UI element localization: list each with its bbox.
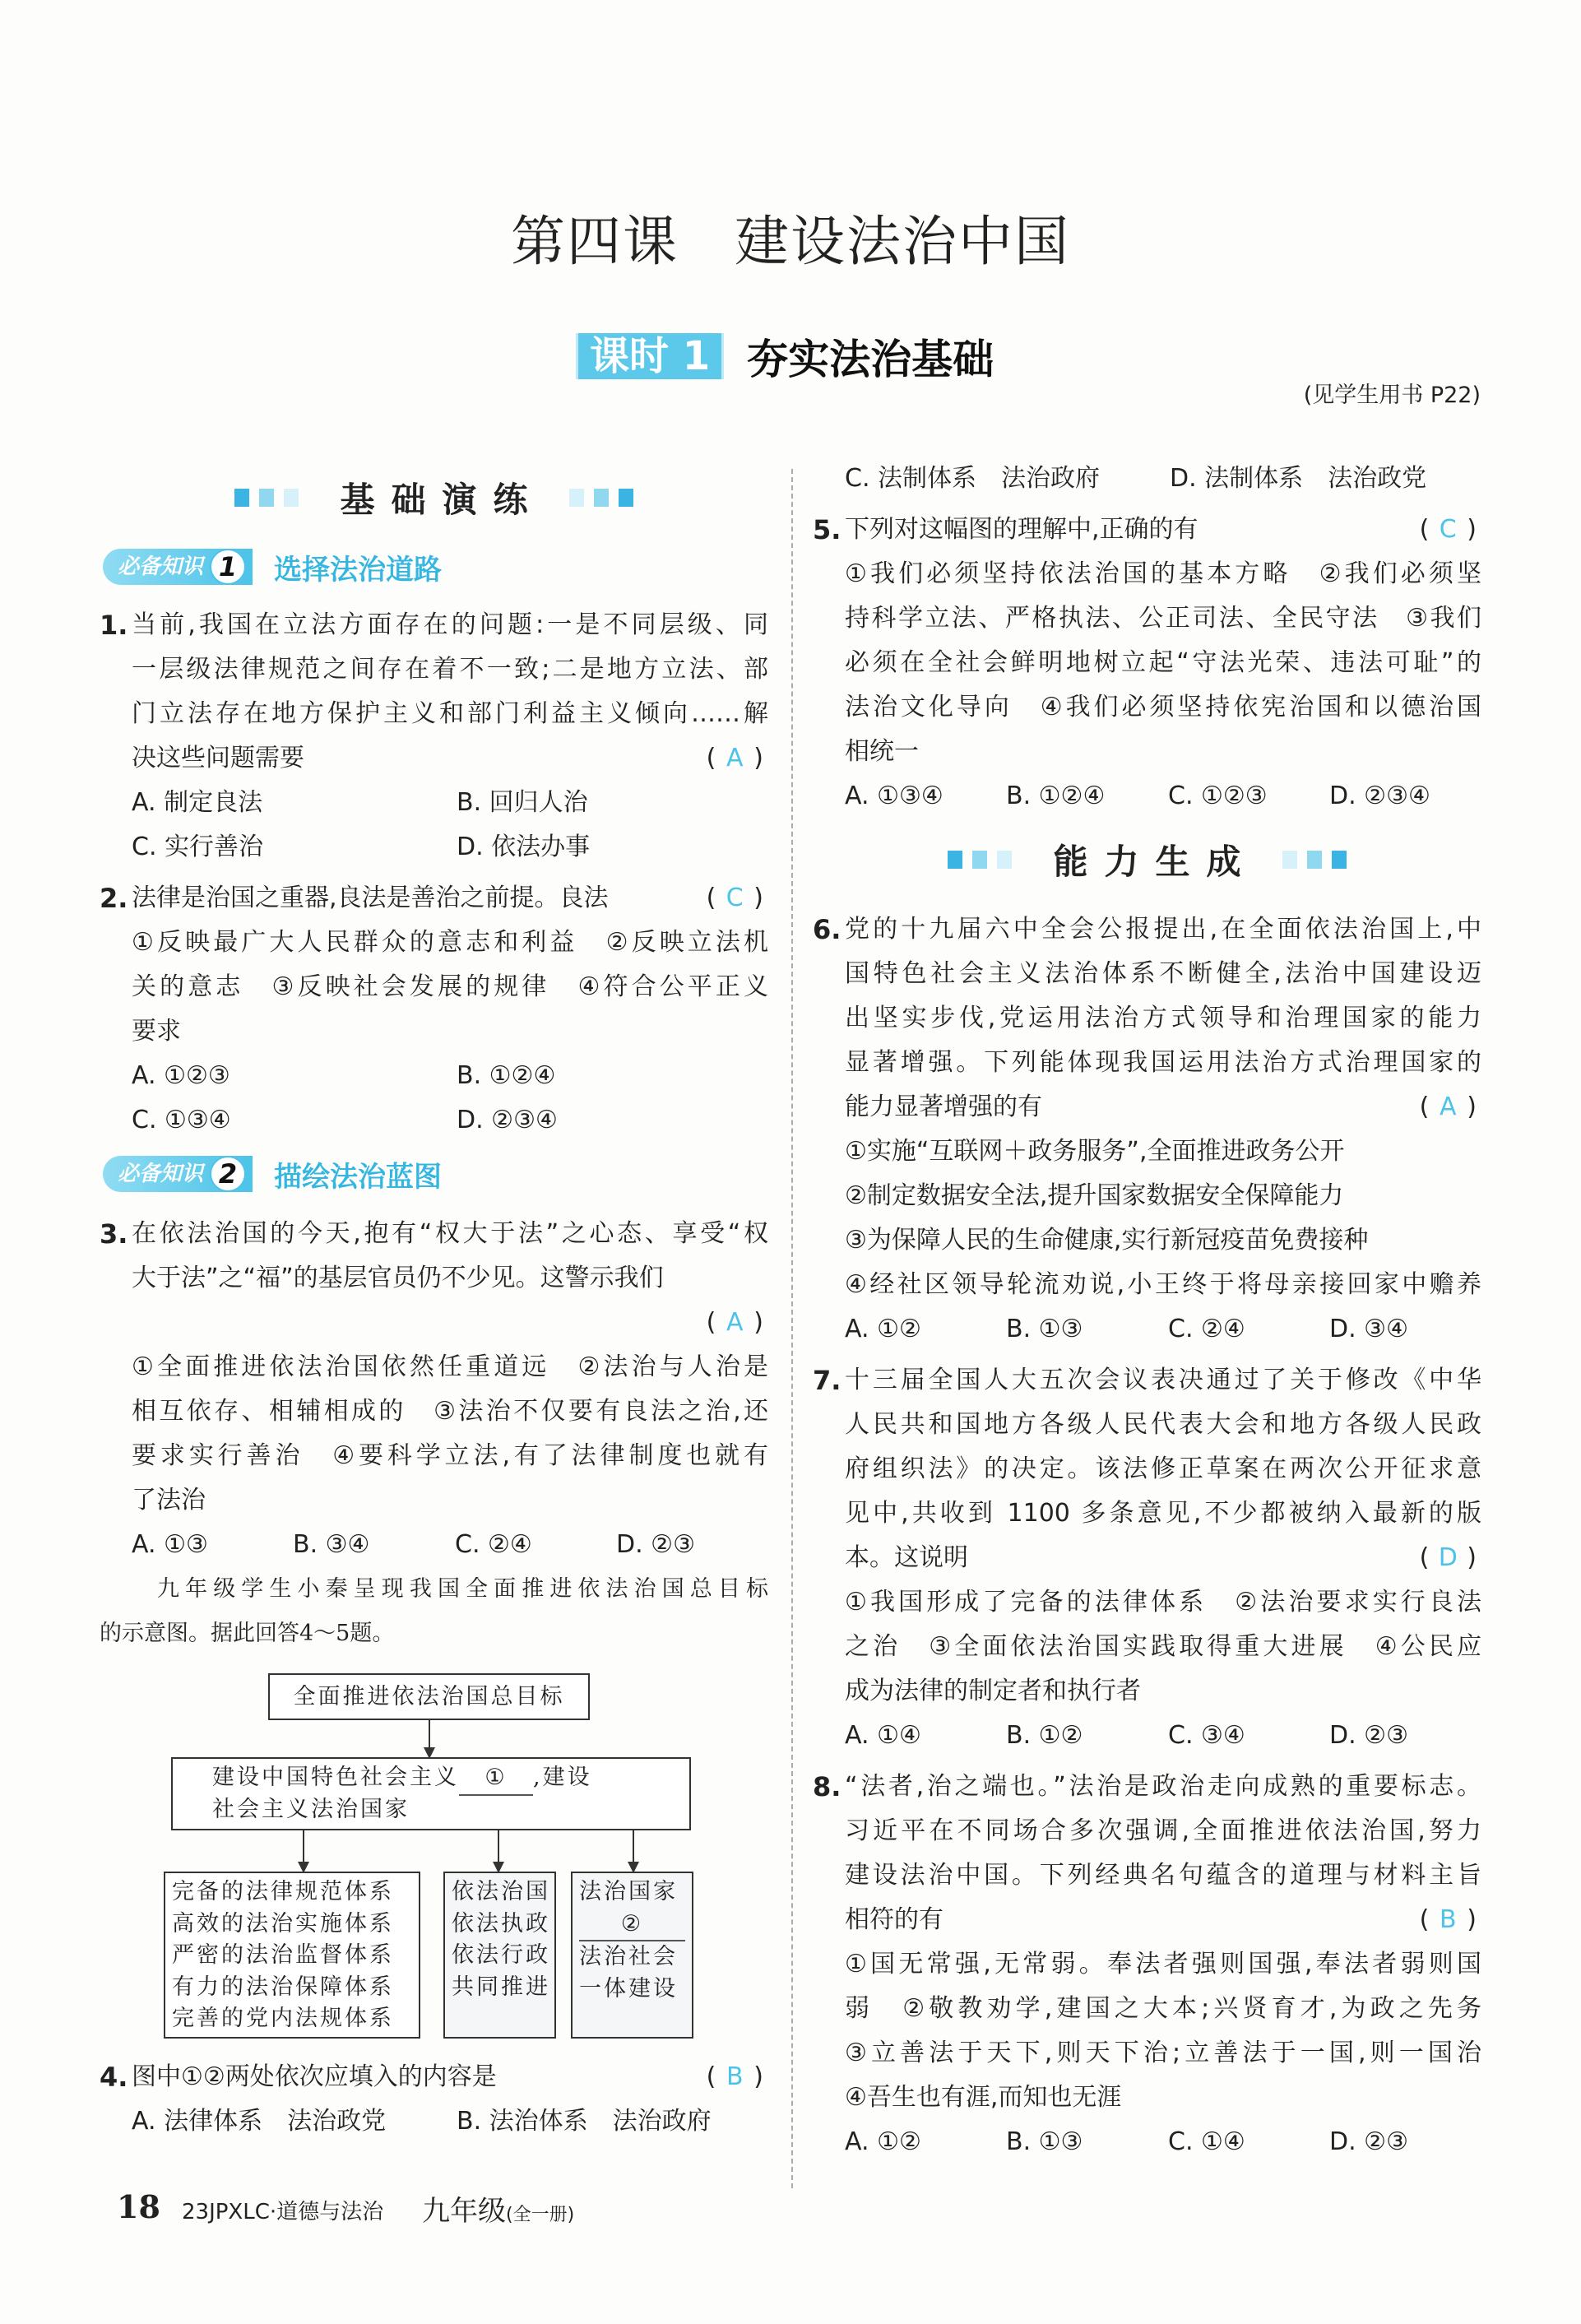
answer-letter: C [726,884,744,912]
options-row [100,1054,768,1098]
diagram-line: 一体建设 [579,1975,678,2002]
line-text: 之治 ③全面依法治国实践取得重大进展 ④公民应 [845,1632,1481,1661]
intro-line [100,1567,768,1612]
knowledge-section-1 [100,536,442,598]
question-line [813,1536,1481,1580]
answer-letter: A [726,1308,744,1337]
answer-letter: A [726,744,744,772]
option: B. ③④ [293,1530,370,1559]
decor-square [259,489,274,507]
question-line [813,1987,1481,2031]
question-line [813,1625,1481,1669]
diagram-line: ② [579,1909,685,1942]
question-number: 1. [100,610,128,641]
question-line [813,1403,1481,1447]
answer-bracket: ( C ) [707,876,763,921]
option: C. ①③④ [132,1106,231,1134]
line-text: 见中,共收到 1100 多条意见,不少都被纳入最新的版 [845,1499,1481,1528]
line-text: ①国无常强,无常弱。奉法者强则国强,奉法者弱则国 [845,1950,1481,1978]
diagram-goal-box: 全面推进依法治国总目标 [268,1673,590,1720]
question-line [813,685,1481,730]
question-number: 7. [813,1365,842,1396]
knowledge-badge [103,549,253,585]
diagram-systems-box [164,1872,420,2039]
badge-label: 必备知识 [118,1162,204,1186]
diagram-line: 有力的法治保障体系 [172,1974,394,2000]
options-row [813,2120,1481,2164]
question-line [100,736,768,781]
options-row [100,1098,768,1143]
decor-square [1307,851,1322,869]
grade-label [422,2188,574,2229]
question-number: 5. [813,514,842,545]
option: D. ②③ [616,1530,695,1559]
decor-square [284,489,299,507]
question-line [813,952,1481,996]
question-line [813,1174,1481,1218]
option: B. ①② [1006,1721,1083,1750]
line-text: 要求 [132,1017,181,1046]
diagram-line: 严密的法治监督体系 [172,1942,394,1968]
question-number: 4. [100,2062,128,2093]
question-line [813,552,1481,596]
question-line [813,1130,1481,1174]
question-line [813,1218,1481,1263]
section-heading [813,819,1481,901]
line-text: 相统一 [845,737,919,766]
options-row [813,1714,1481,1758]
decor-square [619,489,633,507]
question-line [100,692,768,736]
line-text: ④吾生也有涯,而知也无涯 [845,2083,1122,2112]
goal-diagram [100,1656,768,2048]
answer-bracket: ( C ) [1420,508,1477,552]
question-line [813,1263,1481,1307]
line-text: 的示意图。据此回答4～5题。 [100,1621,395,1646]
line-text: “法者,治之端也。”法治是政治走向成熟的重要标志。 [845,1772,1481,1801]
options-row [813,1307,1481,1352]
question-line [813,1447,1481,1491]
arrow-down-icon [498,1830,499,1872]
decor-square [997,851,1012,869]
line-text: 显著增强。下列能体现我国运用法治方式治理国家的 [845,1048,1481,1077]
options-row [100,781,768,825]
option: C. ②④ [1168,1315,1245,1343]
option: B. 回归人治 [457,788,588,817]
option: C. 实行善治 [132,833,264,861]
diagram-line: 完备的法律规范体系 [172,1879,394,1904]
question-line [813,1041,1481,1085]
line-text: 人民共和国地方各级人民代表大会和地方各级人民政 [845,1410,1481,1439]
diagram-line: 法治国家 [579,1879,678,1904]
line-text: ①我国形成了完备的法律体系 ②法治要求实行良法 [845,1588,1481,1617]
line-text: 在依法治国的今天,抱有“权大于法”之心态、享受“权 [132,1219,768,1248]
line-text: 相符的有 [845,1905,944,1934]
arrow-down-icon [303,1830,304,1872]
main-text: 建设中国特色社会主义 [212,1765,459,1790]
question-line [813,1358,1481,1403]
main-text: 社会主义法治国家 [212,1796,410,1822]
question-line [813,508,1481,552]
lesson-badge: 课时 1 [576,333,724,379]
question-line [813,2031,1481,2076]
book-code: 23JPXLC·道德与法治 [182,2200,384,2224]
option: A. ①② [845,2127,921,2156]
answer-letter: D [1438,1543,1458,1572]
option: C. ②④ [455,1530,532,1559]
line-text: 要求实行善治 ④要科学立法,有了法律制度也就有 [132,1441,768,1470]
line-text: 习近平在不同场合多次强调,全面推进依法治国,努力 [845,1816,1481,1845]
question-line [100,647,768,692]
volume: (全一册) [506,2205,575,2225]
line-text: ①实施“互联网＋政务服务”,全面推进政务公开 [845,1137,1345,1166]
option: B. 法治体系 法治政府 [457,2107,712,2136]
option: B. ①③ [1006,1315,1083,1343]
decor-square [1332,851,1347,869]
line-text: 党的十九届六中全会公报提出,在全面依法治国上,中 [845,915,1481,944]
line-text: 相互依存、相辅相成的 ③法治不仅要有良法之治,还 [132,1397,768,1426]
option: B. ①③ [1006,2127,1083,2156]
option: A. 法律体系 法治政党 [132,2107,387,2136]
section-title: 选择法治道路 [274,553,443,587]
question-line [813,1491,1481,1536]
option: A. ①④ [845,1721,921,1750]
blank-1: ① [459,1762,533,1796]
diagram-line: 高效的法治实施体系 [172,1910,394,1937]
decor-square [1282,851,1297,869]
line-text: 大于法”之“福”的基层官员仍不少见。这警示我们 [132,1264,664,1292]
option: D. ②③④ [1329,782,1430,810]
badge-label: 必备知识 [118,554,204,579]
chapter-title: 第四课 建设法治中国 [511,210,1070,273]
option: B. ①②④ [457,1061,556,1090]
answer-letter: A [1440,1092,1457,1121]
knowledge-section-2 [100,1143,768,1205]
decor-square [569,489,584,507]
question-number: 2. [100,883,128,914]
question-line [100,876,768,921]
options-row [813,774,1481,819]
diagram-main-box [171,1757,691,1830]
option: C. ①④ [1168,2127,1245,2156]
knowledge-badge [103,1156,253,1192]
answer-bracket: ( B ) [707,2055,763,2099]
question-line [100,1434,768,1478]
diagram-line: 依法行政 [452,1942,550,1968]
option: C. 法制体系 法治政府 [845,464,1101,493]
option: D. 依法办事 [457,833,591,861]
heading-text: 能力生成 [1053,842,1258,882]
page-number: 18 [117,2188,160,2225]
decor-square [972,851,987,869]
line-text: 九年级学生小秦呈现我国全面推进依法治国总目标 [157,1576,768,1602]
student-book-reference: (见学生用书 P22) [1303,383,1481,408]
line-text: 图中①②两处依次应填入的内容是 [132,2062,497,2091]
question-line [100,1301,768,1345]
question-number: 3. [100,1218,128,1250]
badge-number: 1 [210,549,246,585]
line-text: 出坚实步伐,党运用法治方式领导和治理国家的能力 [845,1004,1481,1032]
line-text: 必须在全社会鲜明地树立起“守法光荣、违法可耻”的 [845,648,1481,677]
option: A. ①② [845,1315,921,1343]
line-text: 本。这说明 [845,1543,968,1572]
option: A. 制定良法 [132,788,263,817]
question-line [100,1212,768,1256]
question-line [100,1009,768,1054]
line-text: ①全面推进依法治国依然任重道远 ②法治与人治是 [132,1352,768,1381]
question-line [100,965,768,1009]
decor-square [594,489,609,507]
question-line [100,2055,768,2099]
arrow-down-icon [429,1720,430,1757]
question-line [100,603,768,647]
question-line [100,1256,768,1301]
answer-bracket: ( A ) [707,736,763,781]
question-line [813,596,1481,641]
line-text: 一层级法律规范之间存在着不一致;二是地方立法、部 [132,655,768,684]
line-text: 下列对这幅图的理解中,正确的有 [845,515,1198,544]
heading-text: 基础演练 [340,480,545,520]
diagram-line: 共同推进 [452,1974,550,2000]
line-text: ①我们必须坚持依法治国的基本方略 ②我们必须坚 [845,559,1481,588]
question-line [100,1345,768,1389]
line-text: 成为法律的制定者和执行者 [845,1677,1141,1705]
question-line [813,1765,1481,1809]
question-line [813,1085,1481,1130]
option: A. ①③④ [845,782,944,810]
diagram-state-box [571,1872,693,2039]
line-text: ②制定数据安全法,提升国家数据安全保障能力 [845,1181,1344,1210]
question-line [100,1478,768,1523]
question-number: 8. [813,1771,842,1802]
question-line [813,1809,1481,1853]
diagram-line: 法治社会 [579,1944,678,1969]
answer-bracket: ( B ) [1420,1898,1477,1942]
main-text: ,建设 [533,1765,592,1790]
lesson-title: 夯实法治基础 [747,336,994,383]
line-text: 持科学立法、严格执法、公正司法、全民守法 ③我们 [845,604,1481,633]
option: C. ①②③ [1168,782,1268,810]
diagram-rule-box [443,1872,556,2039]
line-text: 建设法治中国。下列经典名句蕴含的道理与材料主旨 [845,1861,1481,1890]
option: B. ①②④ [1006,782,1106,810]
options-row [100,825,768,870]
grade: 九年级 [422,2195,506,2228]
line-text: 府组织法》的决定。该法修正草案在两次公开征求意 [845,1454,1481,1483]
question-line [813,996,1481,1041]
question-line [813,1942,1481,1987]
section-heading-basic-practice [100,457,768,539]
question-line [813,1853,1481,1898]
line-text: 弱 ②敬教劝学,建国之大本;兴贤育才,为政之先务 [845,1994,1481,2023]
intro-line [100,1612,768,1656]
diagram-line: 依法治国 [452,1879,550,1904]
option: D. ③④ [1329,1315,1408,1343]
option: D. ②③ [1329,2127,1408,2156]
answer-letter: B [1439,1905,1457,1934]
right-column [813,457,1481,2164]
answer-letter: C [1439,515,1457,544]
line-text: 法治文化导向 ④我们必须坚持依宪治国和以德治国 [845,693,1481,721]
option: C. ③④ [1168,1721,1245,1750]
badge-number: 2 [210,1156,246,1192]
column-divider [791,469,793,2188]
question-line [813,1669,1481,1714]
decor-square [948,851,962,869]
line-text: 国特色社会主义法治体系不断健全,法治中国建设迈 [845,959,1481,988]
options-row [813,457,1481,501]
line-text: 了法治 [132,1486,206,1515]
line-text: 十三届全国人大五次会议表决通过了关于修改《中华 [845,1366,1481,1394]
question-line [813,641,1481,685]
question-line [813,1580,1481,1625]
line-text: 法律是治国之重器,良法是善治之前提。良法 [132,884,609,912]
answer-bracket: ( A ) [707,1301,763,1345]
question-line [813,907,1481,952]
question-line [813,2076,1481,2120]
line-text: ③为保障人民的生命健康,实行新冠疫苗免费接种 [845,1226,1369,1255]
line-text: ④经社区领导轮流劝说,小王终于将母亲接回家中赡养 [845,1270,1481,1299]
options-row [100,2099,768,2144]
arrow-down-icon [633,1830,634,1872]
diagram-line: 依法执政 [452,1910,550,1937]
left-column [100,603,768,2144]
question-number: 6. [813,914,842,945]
question-line [813,730,1481,774]
decor-square [234,489,249,507]
diagram-line: 完善的党内法规体系 [172,2006,394,2031]
line-text: ①反映最广大人民群众的意志和利益 ②反映立法机 [132,928,768,957]
options-row [100,1523,768,1567]
answer-bracket: ( A ) [1420,1085,1477,1130]
option: D. 法制体系 法治政党 [1170,464,1427,493]
question-line [813,1898,1481,1942]
line-text: ③立善法于天下,则天下治;立善法于一国,则一国治 [845,2039,1481,2067]
line-text: 关的意志 ③反映社会发展的规律 ④符合公平正义 [132,972,768,1001]
answer-letter: B [726,2062,744,2091]
line-text: 门立法存在地方保护主义和部门利益主义倾向……解 [132,699,768,728]
line-text: 能力显著增强的有 [845,1092,1042,1121]
option: A. ①②③ [132,1061,230,1090]
section-title: 描绘法治蓝图 [274,1160,443,1194]
line-text: 决这些问题需要 [132,744,304,772]
option: D. ②③ [1329,1721,1408,1750]
lesson-header [576,329,994,383]
question-line [100,921,768,965]
option: A. ①③ [132,1530,208,1559]
line-text: 当前,我国在立法方面存在的问题:一是不同层级、同 [132,610,768,639]
question-line [100,1389,768,1434]
option: D. ②③④ [457,1106,558,1134]
answer-bracket: ( D ) [1420,1536,1477,1580]
